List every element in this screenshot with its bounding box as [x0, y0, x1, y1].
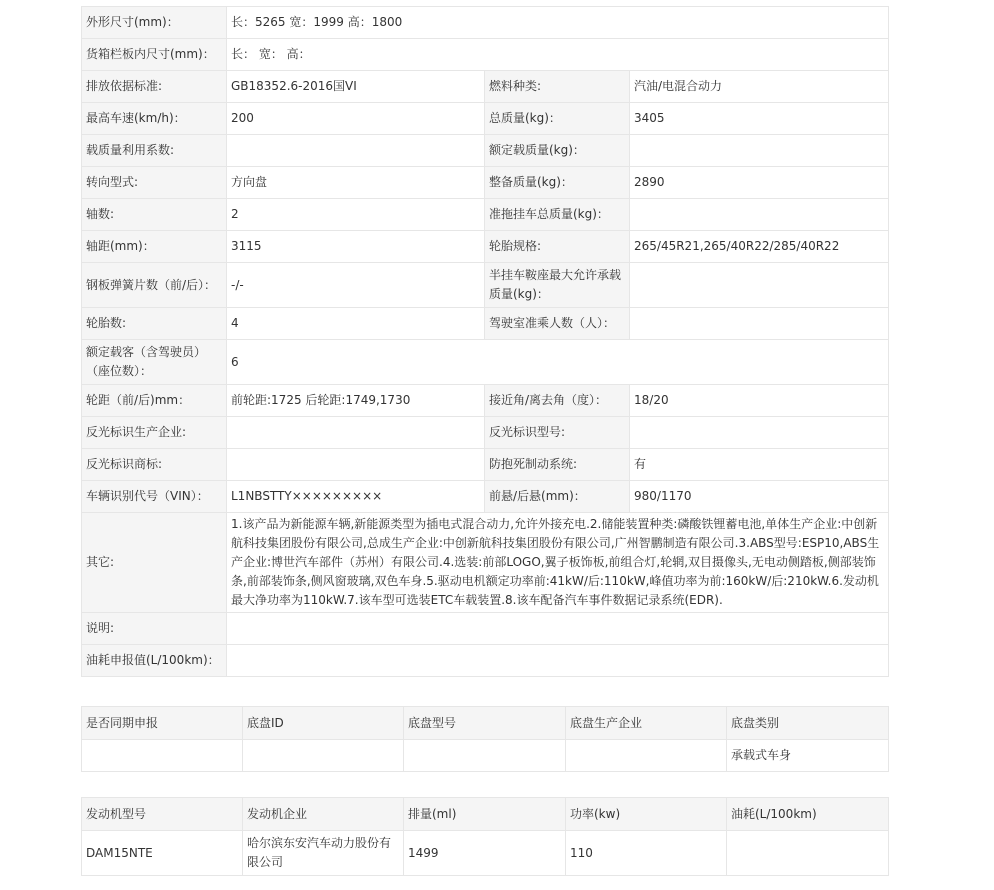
- field-value: 长：5265 宽：1999 高：1800: [227, 7, 889, 39]
- field-label: 总质量(kg)：: [485, 103, 630, 135]
- field-label: 反光标识型号:: [485, 417, 630, 449]
- column-header: 油耗(L/100km): [727, 798, 889, 831]
- field-label: 轮胎数:: [82, 308, 227, 340]
- table-row: [82, 417, 889, 449]
- field-value: 有: [630, 449, 889, 481]
- field-label: 货箱栏板内尺寸(mm)：: [82, 39, 227, 71]
- field-label: 外形尺寸(mm)：: [82, 7, 227, 39]
- table-row: [82, 645, 889, 677]
- field-label: 轮胎规格:: [485, 231, 630, 263]
- field-label: 防抱死制动系统:: [485, 449, 630, 481]
- table-row: [82, 263, 889, 308]
- field-value: [227, 135, 485, 167]
- table-row: [82, 308, 889, 340]
- column-header: 排量(ml): [404, 798, 566, 831]
- field-label: 载质量利用系数:: [82, 135, 227, 167]
- field-label: 接近角/离去角（度）：: [485, 385, 630, 417]
- field-label: 燃料种类:: [485, 71, 630, 103]
- table-cell: 承载式车身: [727, 740, 889, 772]
- column-header: 底盘ID: [243, 707, 404, 740]
- field-value: -/-: [227, 263, 485, 308]
- table-row: [82, 103, 889, 135]
- field-label: 排放依据标准:: [82, 71, 227, 103]
- table-cell: 1499: [404, 831, 566, 876]
- table-cell: [404, 740, 566, 772]
- field-label: 轴距(mm)：: [82, 231, 227, 263]
- field-value: 方向盘: [227, 167, 485, 199]
- table-header-row: [82, 707, 889, 740]
- field-label: 轴数:: [82, 199, 227, 231]
- field-label: 钢板弹簧片数（前/后）：: [82, 263, 227, 308]
- column-header: 底盘型号: [404, 707, 566, 740]
- field-label: 半挂车鞍座最大允许承载质量(kg)：: [485, 263, 630, 308]
- field-value: 3115: [227, 231, 485, 263]
- field-label: 额定载质量(kg)：: [485, 135, 630, 167]
- field-value: 6: [227, 340, 889, 385]
- field-label: 准拖挂车总质量(kg)：: [485, 199, 630, 231]
- table-row: [82, 513, 889, 613]
- field-label: 反光标识商标:: [82, 449, 227, 481]
- field-value: [227, 613, 889, 645]
- field-value: 汽油/电混合动力: [630, 71, 889, 103]
- table-cell: [566, 740, 727, 772]
- field-value: GB18352.6-2016国VI: [227, 71, 485, 103]
- table-row: [82, 135, 889, 167]
- field-label: 前悬/后悬(mm)：: [485, 481, 630, 513]
- table-cell: 哈尔滨东安汽车动力股份有限公司: [243, 831, 404, 876]
- field-value: [630, 417, 889, 449]
- engine-table: [81, 797, 889, 876]
- table-row: [82, 71, 889, 103]
- field-value: 2: [227, 199, 485, 231]
- other-notes-value: 1.该产品为新能源车辆,新能源类型为插电式混合动力,允许外接充电.2.储能装置种类:磷酸铁锂蓄电池,单体生产企业:中创新航科技集团股份有限公司,总成生产企业:中创新航科技集团股份有限公司,广州智鹏制造有限公司.3.ABS型号:ESP10,ABS生产企业:博世汽车部件（苏州）有限公司.4.选装:前部LOGO,翼子板饰板,前组合灯,轮辋,双目摄像头,无电动侧踏板,侧部装饰条,前部装饰条,侧风窗玻璃,双色车身.5.驱动电机额定功率前:41kW/后:110kW,峰值功率为前:160kW/后:210kW.6.发动机最大净功率为110kW.7.该车型可选装ETC车载装置.8.该车配备汽车事件数据记录系统(EDR).: [227, 513, 889, 613]
- field-label: 反光标识生产企业:: [82, 417, 227, 449]
- column-header: 底盘类别: [727, 707, 889, 740]
- field-value: 265/45R21,265/40R22/285/40R22: [630, 231, 889, 263]
- field-label: 其它:: [82, 513, 227, 613]
- field-value: 前轮距:1725 后轮距:1749,1730: [227, 385, 485, 417]
- table-cell: [82, 740, 243, 772]
- chassis-table: [81, 706, 889, 772]
- field-value: 18/20: [630, 385, 889, 417]
- field-label: 轮距（前/后)mm：: [82, 385, 227, 417]
- table-row: [82, 39, 889, 71]
- field-label: 车辆识别代号（VIN）：: [82, 481, 227, 513]
- field-value: [227, 449, 485, 481]
- field-value: [227, 417, 485, 449]
- table-row: [82, 385, 889, 417]
- column-header: 功率(kw): [566, 798, 727, 831]
- table-cell: 110: [566, 831, 727, 876]
- table-row: [82, 7, 889, 39]
- column-header: 是否同期申报: [82, 707, 243, 740]
- field-value: [630, 263, 889, 308]
- table-row: [82, 740, 889, 772]
- field-value: [630, 308, 889, 340]
- table-row: [82, 167, 889, 199]
- spec-table: [81, 6, 889, 677]
- field-label: 额定载客（含驾驶员）（座位数）：: [82, 340, 227, 385]
- table-header-row: [82, 798, 889, 831]
- table-row: [82, 613, 889, 645]
- column-header: 发动机企业: [243, 798, 404, 831]
- field-value: 200: [227, 103, 485, 135]
- field-value: 4: [227, 308, 485, 340]
- table-cell: DAM15NTE: [82, 831, 243, 876]
- field-value: L1NBSTTY×××××××××: [227, 481, 485, 513]
- table-row: [82, 231, 889, 263]
- table-row: [82, 481, 889, 513]
- column-header: 发动机型号: [82, 798, 243, 831]
- field-value: 长： 宽： 高：: [227, 39, 889, 71]
- spec-table-body: [82, 7, 889, 677]
- field-label: 最高车速(km/h)：: [82, 103, 227, 135]
- table-cell: [727, 831, 889, 876]
- field-label: 整备质量(kg)：: [485, 167, 630, 199]
- column-header: 底盘生产企业: [566, 707, 727, 740]
- field-value: 3405: [630, 103, 889, 135]
- table-row: [82, 340, 889, 385]
- field-label: 驾驶室准乘人数（人）：: [485, 308, 630, 340]
- table-cell: [243, 740, 404, 772]
- table-row: [82, 449, 889, 481]
- field-value: 980/1170: [630, 481, 889, 513]
- field-value: [630, 199, 889, 231]
- field-value: [630, 135, 889, 167]
- field-value: [227, 645, 889, 677]
- table-row: [82, 199, 889, 231]
- field-value: 2890: [630, 167, 889, 199]
- field-label: 转向型式:: [82, 167, 227, 199]
- table-row: [82, 831, 889, 876]
- field-label: 油耗申报值(L/100km)：: [82, 645, 227, 677]
- field-label: 说明:: [82, 613, 227, 645]
